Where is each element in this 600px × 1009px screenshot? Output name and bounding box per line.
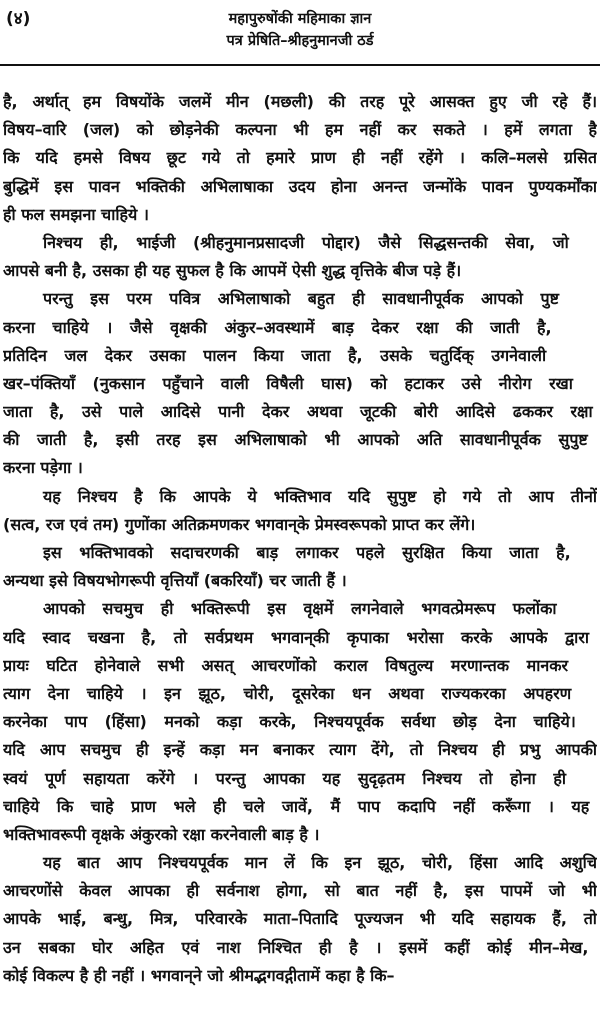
paragraph: [3, 229, 597, 285]
header-divider: [0, 64, 600, 66]
text-line: ही फल समझना चाहिये ।: [3, 204, 149, 224]
text-line: परन्तु इस परम पवित्र अभिलाषाको बहुत ही सावधानीपूर्वक आपको पुष्ट: [43, 289, 559, 309]
text-line: खर–पंक्तियाँ (नुकसान पहुँचाने वाली विषैली घास) को हटाकर उसे नीरोग रखा: [3, 373, 573, 393]
page-subtitle: पत्र प्रेषिति–श्रीहनुमानजी ठर्ड: [226, 33, 374, 49]
document-body: [3, 88, 597, 990]
text-line: यदि आप सचमुच ही इन्हें कड़ा मन बनाकर त्याग देंगे, तो निश्चय ही प्रभु आपकी: [3, 740, 597, 760]
text-line: प्रतिदिन जल देकर उसका पालन किया जाता है, उसके चतुर्दिक् उगनेवाली: [3, 345, 547, 365]
text-line: करना चाहिये । जैसे वृक्षकी अंकुर–अवस्थामें बाड़ देकर रक्षा की जाती है,: [3, 317, 552, 337]
text-line: इस भक्तिभावको सदाचरणकी बाड़ लगाकर पहले सुरक्षित किया जाता है,: [43, 543, 571, 562]
text-line: कोई विकल्प है ही नहीं । भगवान्‌ने जो श्रीमद्भगवद्गीतामें कहा है कि–: [3, 965, 395, 985]
text-line: त्याग देना चाहिये । इन झूठ, चोरी, दूसरेका धन अथवा राज्यकरका अपहरण: [3, 683, 572, 703]
text-line: चाहिये कि चाहे प्राण भले ही चले जावें, मैं पाप कदापि नहीं करूँगा । यह: [3, 796, 590, 816]
text-line: यह निश्चय है कि आपके ये भक्तिभाव यदि सुपुष्ट हो गये तो आप तीनों: [43, 486, 597, 506]
paragraph: [3, 285, 597, 482]
paragraph: [3, 88, 597, 229]
text-line: कि यदि हमसे विषय छूट गये तो हमारे प्राण ही नहीं रहेंगे । कलि–मलसे ग्रसित: [3, 148, 597, 168]
text-line: विषय–वारि (जल) को छोड़नेकी कल्पना भी हम नहीं कर सकते । हमें लगता है: [3, 120, 597, 140]
text-line: भक्तिभावरूपी वृक्षके अंकुरको रक्षा करनेवाली बाड़ है ।: [3, 824, 320, 844]
text-line: करना पड़ेगा ।: [3, 458, 83, 478]
text-line: आपको सचमुच ही भक्तिरूपी इस वृक्षमें लगनेवाले भगवत्प्रेमरूप फलोंका: [43, 599, 557, 619]
text-line: आपसे बनी है, उसका ही यह सुफल है कि आपमें ऐसी शुद्ध वृत्तिके बीज पड़े हैं।: [3, 261, 462, 281]
text-line: आचरणोंसे केवल आपका ही सर्वनाश होगा, सो बात नहीं है, इस पापमें जो भी: [3, 881, 597, 901]
text-line: यह बात आप निश्चयपूर्वक मान लें कि इन झूठ, चोरी, हिंसा आदि अशुचि: [43, 853, 597, 873]
paragraph: [3, 849, 597, 990]
page-number: (४): [6, 9, 31, 29]
text-line: अन्यथा इसे विषयभोगरूपी वृत्तियाँ (बकरियाँ) चर जाती हैं ।: [3, 571, 347, 591]
paragraph: [3, 539, 597, 595]
text-line: है, अर्थात् हम विषयोंके जलमें मीन (मछली) की तरह पूरे आसक्त हुए जी रहे हैं।: [3, 92, 597, 111]
text-line: (सत्व, रज एवं तम) गुणोंका अतिक्रमणकर भगवान्‌के प्रेमस्वरूपको प्राप्त कर लेंगे।: [3, 514, 476, 534]
text-line: स्वयं पूर्ण सहायता करेंगे । परन्तु आपका यह सुदृढ़तम निश्चय तो होना ही: [3, 768, 566, 788]
text-line: निश्चय ही, भाईजी (श्रीहनुमानप्रसादजी पोद्दार) जैसे सिद्धसन्तकी सेवा, जो: [43, 232, 569, 252]
text-line: की जाती है, इसी तरह इस अभिलाषाको भी आपको अति सावधानीपूर्वक सुपुष्ट: [3, 430, 588, 450]
text-line: प्रायः घटित होनेवाले सभी असत् आचरणोंको कराल विषतुल्य मरणान्तक मानकर: [3, 655, 569, 675]
paragraph: [3, 595, 597, 849]
page-header: [0, 8, 600, 52]
text-line: उन सबका घोर अहित एवं नाश निश्चित ही है । इसमें कहीं कोई मीन–मेख,: [3, 937, 589, 957]
text-line: करनेका पाप (हिंसा) मनको कड़ा करके, निश्चयपूर्वक सर्वथा छोड़ देना चाहिये।: [3, 712, 576, 732]
paragraph: [3, 483, 597, 539]
text-line: बुद्धिमें इस पावन भक्तिकी अभिलाषाका उदय होना अनन्त जन्मोंके पावन पुण्यकर्मोंका: [3, 176, 597, 196]
text-line: आपके भाई, बन्धु, मित्र, परिवारके माता–पितादि पूज्यजन भी यदि सहायक हैं, तो: [3, 909, 597, 929]
text-line: जाता है, उसे पाले आदिसे पानी देकर अथवा जूटकी बोरी आदिसे ढककर रक्षा: [3, 402, 593, 422]
text-line: यदि स्वाद चखना है, तो सर्वप्रथम भगवान्‌की कृपाका भरोसा करके आपके द्वारा: [3, 627, 590, 647]
page-title: महापुरुषोंकी महिमाका ज्ञान: [228, 11, 372, 27]
